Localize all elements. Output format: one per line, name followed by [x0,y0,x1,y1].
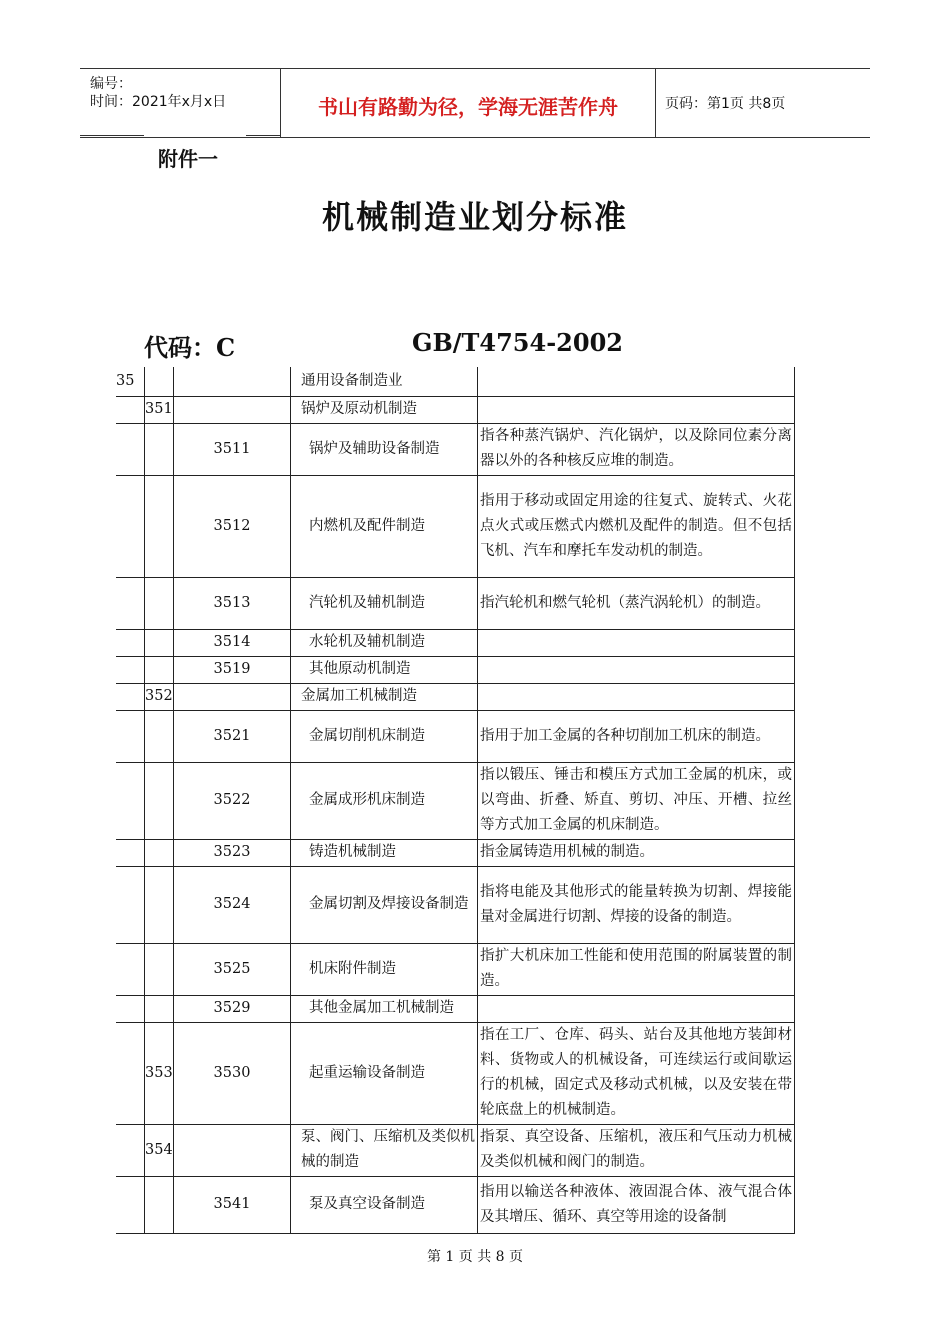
description-cell [478,710,795,762]
mid-code-cell [145,762,174,839]
major-code-cell [116,995,145,1022]
description-cell [478,866,795,943]
header-divider [246,135,280,136]
mid-code-cell [145,683,174,710]
small-code-text: 3541 [213,1196,251,1212]
mid-code-cell [145,995,174,1022]
category-name-cell [291,1022,478,1124]
small-code-text: 3530 [213,1064,251,1081]
description-text: 指将电能及其他形式的能量转换为切割、焊接能量对金属进行切割、焊接的设备的制造。 [480,883,792,925]
category-name-cell [291,943,478,995]
small-code-text: 3524 [213,896,251,912]
table-row [116,475,795,577]
category-name-cell [291,995,478,1022]
table-row [116,396,795,423]
table-row [116,866,795,943]
description-cell [478,762,795,839]
description-text: 指扩大机床加工性能和使用范围的附属装置的制造。 [480,948,792,989]
table-row [116,577,795,629]
small-code-cell [174,943,291,995]
small-code-text: 3525 [213,960,251,977]
category-name-text: 泵及真空设备制造 [309,1196,425,1212]
table-body [116,367,795,1233]
motto-text: 书山有路勤为径，学海无涯苦作舟 [318,95,618,119]
small-code-cell [174,995,291,1022]
category-name-cell [291,1124,478,1176]
small-code-cell [174,577,291,629]
small-code-text: 3523 [213,844,251,860]
category-name-text: 金属切割及焊接设备制造 [309,896,469,912]
category-name-cell [291,1176,478,1233]
category-name-text: 铸造机械制造 [309,844,396,860]
category-name-cell [291,656,478,683]
major-code-cell [116,1124,145,1176]
description-cell [478,1022,795,1124]
description-text: 指泵、真空设备、压缩机，液压和气压动力机械及类似机械和阀门的制造。 [480,1129,792,1170]
major-code-cell [116,839,145,866]
small-code-cell [174,423,291,475]
mid-code-cell [145,423,174,475]
category-name-cell [291,683,478,710]
small-code-text: 3521 [213,727,251,744]
category-name-text: 其他金属加工机械制造 [309,1000,454,1016]
table-row [116,629,795,656]
table-row [116,995,795,1022]
attachment-label: 附件一 [158,147,218,171]
description-cell [478,839,795,866]
major-code-cell [116,475,145,577]
header-divider [80,135,144,136]
small-code-cell [174,839,291,866]
major-code-cell [116,1022,145,1124]
description-cell [478,577,795,629]
description-cell [478,1176,795,1233]
description-cell [478,475,795,577]
description-text: 指用于加工金属的各种切削加工机床的制造。 [480,727,770,744]
classification-table [116,367,795,1234]
small-code-cell [174,475,291,577]
description-cell [478,1124,795,1176]
small-code-cell [174,629,291,656]
mid-code-cell [145,475,174,577]
small-code-cell [174,710,291,762]
category-name-text: 机床附件制造 [309,960,396,977]
mid-code-cell [145,396,174,423]
small-code-cell [174,1124,291,1176]
time-label: 时间：2021年x月x日 [90,94,227,110]
category-name-cell [291,396,478,423]
small-code-cell [174,1176,291,1233]
small-code-text: 3529 [213,1000,251,1016]
category-name-text: 金属成形机床制造 [309,792,425,808]
major-code-cell [116,683,145,710]
small-code-text: 3513 [213,594,251,611]
small-code-cell [174,762,291,839]
small-code-text: 3512 [213,517,251,534]
small-code-text: 3522 [213,792,251,808]
category-name-cell [291,629,478,656]
small-code-text: 3514 [213,634,251,650]
major-code-cell [116,577,145,629]
major-code-cell [116,656,145,683]
small-code-cell [174,1022,291,1124]
small-code-text: 3511 [213,440,251,457]
major-code-text: 35 [116,372,135,389]
mid-code-cell [145,866,174,943]
category-name-text: 泵、阀门、压缩机及类似机械的制造 [301,1129,475,1170]
category-name-text: 金属切削机床制造 [309,727,425,744]
description-cell [478,629,795,656]
description-cell [478,995,795,1022]
category-name-text: 通用设备制造业 [301,372,403,389]
small-code-cell [174,866,291,943]
description-cell [478,396,795,423]
small-code-cell [174,396,291,423]
description-cell [478,423,795,475]
mid-code-cell [145,367,174,396]
description-text: 指汽轮机和燃气轮机（蒸汽涡轮机）的制造。 [480,594,770,611]
category-name-cell [291,367,478,396]
category-name-cell [291,762,478,839]
header-motto-cell [280,69,656,137]
table-row [116,762,795,839]
mid-code-text: 351 [145,401,173,417]
description-text: 指金属铸造用机械的制造。 [480,844,654,860]
mid-code-cell [145,1124,174,1176]
major-code-cell [116,1176,145,1233]
table-row [116,943,795,995]
major-code-cell [116,710,145,762]
number-label: 编号： [90,76,132,92]
major-code-cell [116,943,145,995]
small-code-cell [174,367,291,396]
category-name-text: 起重运输设备制造 [309,1064,425,1081]
major-code-cell [116,367,145,396]
mid-code-cell [145,577,174,629]
table-row [116,367,795,396]
mid-code-cell [145,1022,174,1124]
major-code-cell [116,762,145,839]
description-text: 指在工厂、仓库、码头、站台及其他地方装卸材料、货物或人的机械设备，可连续运行或间歇运行的机械，固定式及移动式机械，以及安装在带轮底盘上的机械制造。 [480,1027,792,1118]
category-name-text: 金属加工机械制造 [301,688,417,704]
description-cell [478,367,795,396]
description-text: 指用于移动或固定用途的往复式、旋转式、火花点火式或压燃式内燃机及配件的制造。但不包括飞机、汽车和摩托车发动机的制造。 [480,492,792,559]
major-code-cell [116,423,145,475]
category-name-cell [291,475,478,577]
page-header [80,68,870,138]
description-text: 指以锻压、锤击和模压方式加工金属的机床，或以弯曲、折叠、矫直、剪切、冲压、开槽、拉丝等方式加工金属的机床制造。 [480,767,792,833]
category-name-text: 其他原动机制造 [309,661,411,677]
table-row [116,839,795,866]
standard-number: GB/T4754-2002 [412,328,623,357]
document-title: 机械制造业划分标准 [321,198,628,236]
page-info: 页码：第1页 共8页 [665,96,786,112]
table-row [116,710,795,762]
page-footer: 第 1 页 共 8 页 [426,1249,524,1265]
mid-code-cell [145,1176,174,1233]
category-name-cell [291,839,478,866]
description-cell [478,683,795,710]
code-label: 代码：C [144,333,236,362]
mid-code-cell [145,839,174,866]
category-name-text: 内燃机及配件制造 [309,517,425,534]
mid-code-cell [145,629,174,656]
category-name-cell [291,423,478,475]
mid-code-text: 354 [145,1141,173,1158]
table-row [116,1176,795,1233]
table-row [116,1124,795,1176]
mid-code-cell [145,710,174,762]
header-left-cell [80,69,280,137]
small-code-text: 3519 [213,661,251,677]
mid-code-text: 353 [145,1064,173,1081]
table-row [116,1022,795,1124]
table-row [116,423,795,475]
category-name-text: 锅炉及辅助设备制造 [309,440,440,457]
category-name-cell [291,866,478,943]
small-code-cell [174,656,291,683]
category-name-text: 锅炉及原动机制造 [301,401,417,417]
description-text: 指各种蒸汽锅炉、汽化锅炉，以及除同位素分离器以外的各种核反应堆的制造。 [480,428,792,469]
major-code-cell [116,629,145,656]
category-name-text: 水轮机及辅机制造 [309,634,425,650]
mid-code-cell [145,656,174,683]
small-code-cell [174,683,291,710]
table-row [116,656,795,683]
category-name-text: 汽轮机及辅机制造 [309,594,425,611]
category-name-cell [291,710,478,762]
description-cell [478,656,795,683]
major-code-cell [116,866,145,943]
table-row [116,683,795,710]
description-cell [478,943,795,995]
major-code-cell [116,396,145,423]
description-text: 指用以输送各种液体、液固混合体、液气混合体及其增压、循环、真空等用途的设备制 [480,1183,792,1225]
category-name-cell [291,577,478,629]
mid-code-cell [145,943,174,995]
mid-code-text: 352 [145,688,173,704]
